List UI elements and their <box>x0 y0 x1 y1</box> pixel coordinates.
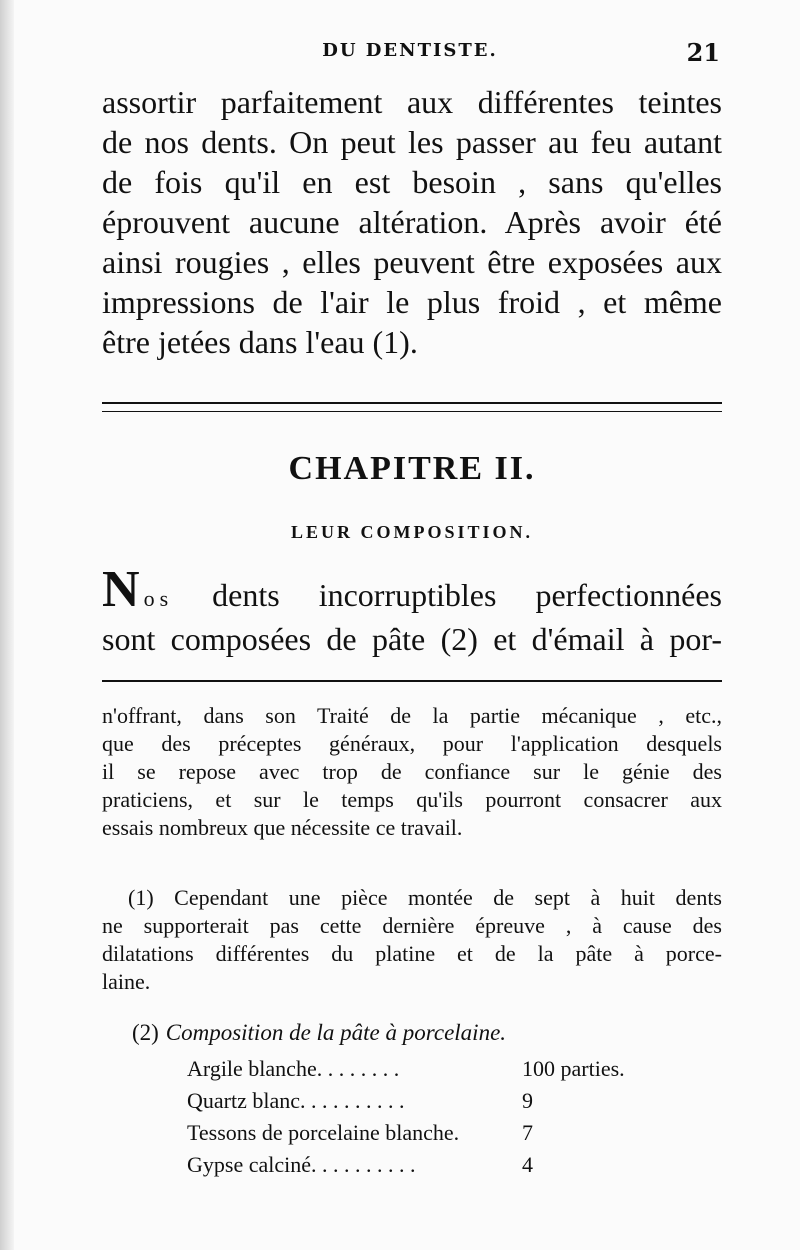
footnote-2-number: (2) <box>132 1020 159 1045</box>
paragraph-line: être jetées dans l'eau (1). <box>102 324 418 360</box>
composition-item-qty: 7 <box>522 1120 533 1145</box>
page-number: 21 <box>686 38 720 67</box>
footnote-line: n'offrant, dans son Traité de la partie mécanique , etc., <box>102 703 722 728</box>
paragraph-line: assortir parfaitement aux différentes teintes <box>102 84 722 120</box>
top-paragraph <box>102 82 722 362</box>
footnote-line: dilatations différentes du platine et de la pâte à porce- <box>102 941 722 966</box>
footnote-line: (1) Cependant une pièce montée de sept à huit dents <box>128 885 722 910</box>
composition-item <box>187 1088 707 1120</box>
opening-line-1-text: dents incorruptibles perfectionnées <box>212 577 723 613</box>
footnote-line: il se repose avec trop de confiance sur le génie des <box>102 759 722 784</box>
footnote-separator-rule <box>102 680 722 682</box>
chapter-opening-paragraph <box>102 561 723 659</box>
paragraph-line: de nos dents. On peut les passer au feu autant <box>102 124 722 160</box>
opening-line-1 <box>102 561 723 619</box>
composition-item <box>187 1152 707 1184</box>
opening-line-2: sont composées de pâte (2) et d'émail à por- <box>102 621 722 657</box>
composition-item-qty: 4 <box>522 1152 533 1177</box>
paragraph-line: impressions de l'air le plus froid , et même <box>102 284 722 320</box>
composition-item-name: Quartz blanc. . . . . . . . . . <box>187 1088 405 1113</box>
composition-item-name: Argile blanche. . . . . . . . <box>187 1056 400 1081</box>
small-caps-text: os <box>143 586 174 611</box>
footnote-line: laine. <box>102 969 151 994</box>
composition-item-name: Gypse calciné. . . . . . . . . . <box>187 1152 416 1177</box>
footnote-line: ne supporterait pas cette dernière épreuve , à cause des <box>102 913 722 938</box>
footnote-1 <box>102 884 722 996</box>
page-gutter <box>0 0 14 1250</box>
composition-item <box>187 1056 707 1088</box>
footnote-continuation <box>102 702 722 842</box>
footnote-2-heading <box>102 1020 722 1046</box>
paragraph-line: éprouvent aucune altération. Après avoir été <box>102 204 722 240</box>
chapter-separator-rule <box>102 402 722 412</box>
chapter-subtitle: LEUR COMPOSITION. <box>290 522 534 542</box>
footnote-line: que des préceptes généraux, pour l'application desquels <box>102 731 722 756</box>
footnote-line: essais nombreux que nécessite ce travail. <box>102 815 463 840</box>
page-header <box>100 40 720 70</box>
composition-item-qty: 100 parties. <box>522 1056 625 1081</box>
paragraph-line: de fois qu'il en est besoin , sans qu'elles <box>102 164 722 200</box>
composition-item-name: Tessons de porcelaine blanche. <box>187 1120 460 1145</box>
composition-item-qty: 9 <box>522 1088 533 1113</box>
footnote-2-title: Composition de la pâte à porcelaine. <box>165 1020 507 1045</box>
composition-list <box>187 1056 707 1184</box>
composition-item <box>187 1120 707 1152</box>
running-title: DU DENTISTE. <box>322 40 498 61</box>
chapter-title: CHAPITRE II. <box>288 450 536 487</box>
drop-cap: N <box>102 561 140 618</box>
footnote-line: praticiens, et sur le temps qu'ils pourront consacrer aux <box>102 787 722 812</box>
paragraph-line: ainsi rougies , elles peuvent être exposées aux <box>102 244 722 280</box>
